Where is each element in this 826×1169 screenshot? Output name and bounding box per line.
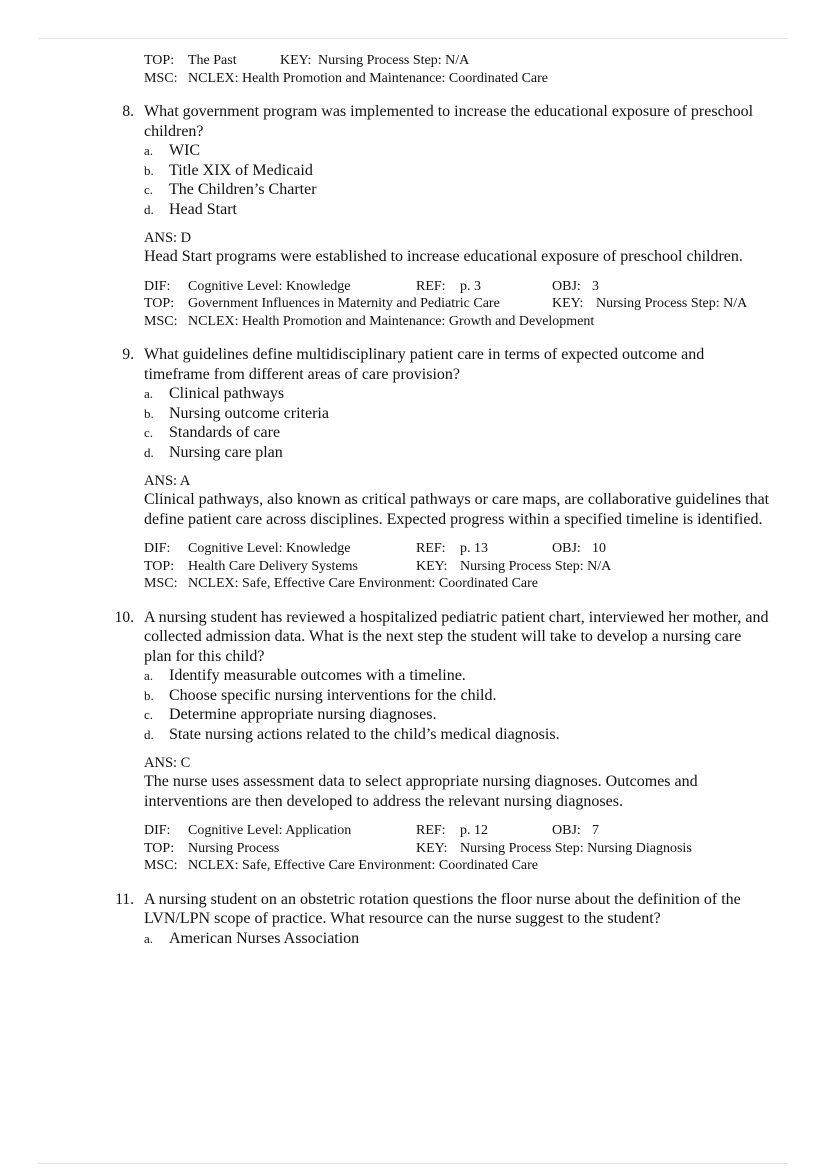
question-metadata: DIF: Cognitive Level: Knowledge REF: p. 13 OBJ: 10 TOP: Health Care Delivery Systems KEY: Nursing Process Step: N/A MSC: NCLEX: Safe, Effective Care Environment: Coordinated Care: [144, 541, 612, 591]
question-8: [0, 102, 826, 330]
options-list: [144, 929, 826, 949]
key-value: Nursing Process Step: N/A: [318, 53, 470, 68]
document-body: [0, 52, 826, 948]
rationale: The nurse uses assessment data to select appropriate nursing diagnoses. Outcomes and interventions are then developed to address the relevant nursing diagnoses.: [144, 773, 698, 810]
options-list: [144, 141, 826, 219]
answer: ANS: A: [144, 473, 191, 489]
question-text: A nursing student has reviewed a hospitalized pediatric patient chart, interviewed her mother, and collected admission data. What is the next step the student will take to develop a nursing care plan for this child?: [144, 608, 769, 665]
question-text: What guidelines define multidisciplinary patient care in terms of expected outcome and timeframe from different areas of care provision?: [144, 346, 705, 383]
option-b: b. Nursing outcome criteria: [144, 404, 329, 422]
question-number: 11.: [115, 890, 134, 908]
answer: ANS: C: [144, 755, 191, 771]
question-number: 10.: [114, 608, 134, 626]
question-number: 8.: [122, 103, 134, 120]
option-a: a. American Nurses Association: [144, 929, 360, 947]
rationale: Clinical pathways, also known as critical pathways or care maps, are collaborative guidelines that define patient care across disciplines. Expected progress within a specified timeline is identified.: [144, 491, 770, 528]
question-11: [0, 890, 826, 949]
key-label: KEY:: [280, 53, 312, 68]
header-divider: [38, 38, 788, 39]
option-b: b. Choose specific nursing interventions for the child.: [144, 686, 497, 704]
option-a: a. Clinical pathways: [144, 385, 285, 402]
option-d: d. Nursing care plan: [144, 443, 283, 461]
question-metadata: DIF: Cognitive Level: Knowledge REF: p. 3 OBJ: 3 TOP: Government Influences in Maternity and Pediatric Care KEY: Nursing Process Step: N/A MSC: NCLEX: Health Promotion and Maintenance: Growth and Development: [144, 278, 748, 329]
question-number: 9.: [122, 346, 134, 363]
option-c: c. The Children’s Charter: [144, 181, 317, 198]
question-9: [0, 345, 826, 593]
footer-divider: [38, 1163, 788, 1164]
question-text: What government program was implemented to increase the educational exposure of preschool children?: [144, 103, 754, 140]
option-b: b. Title XIX of Medicaid: [144, 161, 313, 179]
option-d: d. State nursing actions related to the child’s medical diagnosis.: [144, 725, 560, 743]
options-list: [144, 384, 826, 462]
question-text: A nursing student on an obstetric rotation questions the floor nurse about the definition of the LVN/LPN scope of practice. What resource can the nurse suggest to the student?: [144, 890, 741, 927]
q7-metadata: [144, 52, 826, 87]
msc-label: MSC:: [144, 70, 178, 86]
question-metadata: DIF: Cognitive Level: Application REF: p. 12 OBJ: 7 TOP: Nursing Process KEY: Nursing Process Step: Nursing Diagnosis MSC: NCLEX: Safe, Effective Care Environment: Coordinated Care: [144, 823, 692, 873]
question-10: [0, 608, 826, 875]
option-a: a. WIC: [144, 142, 201, 159]
options-list: [144, 666, 826, 744]
msc-value: NCLEX: Health Promotion and Maintenance: Coordinated Care: [188, 70, 549, 86]
option-a: a. Identify measurable outcomes with a timeline.: [144, 667, 466, 684]
top-label: TOP:: [144, 53, 175, 68]
top-value: The Past: [188, 53, 237, 68]
rationale: Head Start programs were established to increase educational exposure of preschool children.: [144, 248, 743, 265]
option-c: c. Determine appropriate nursing diagnoses.: [144, 706, 437, 723]
option-c: c. Standards of care: [144, 424, 281, 441]
answer: ANS: D: [144, 230, 192, 246]
option-d: d. Head Start: [144, 200, 237, 218]
